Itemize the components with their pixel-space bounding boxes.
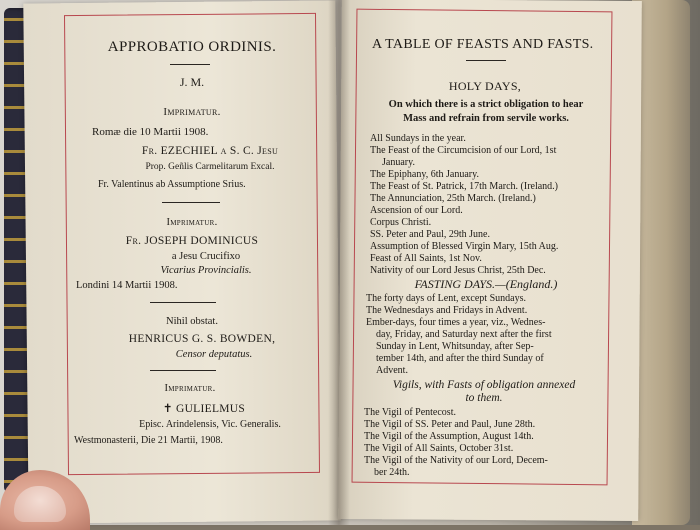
fasting-days-heading: FASTING DAYS.—(England.) xyxy=(414,277,558,291)
list-item: The Vigil of All Saints, October 31st. xyxy=(364,443,514,454)
list-item: January. xyxy=(382,157,415,168)
jesu-crucifixo-line: a Jesu Crucifixo xyxy=(171,251,241,262)
list-item: The Feast of St. Patrick, 17th March. (Ireland.) xyxy=(370,181,559,192)
divider xyxy=(150,302,216,303)
book-gutter xyxy=(328,0,350,525)
jm-heading: J. M. xyxy=(179,75,205,89)
list-item: Ascension of our Lord. xyxy=(370,205,463,216)
henricus-signature: HENRICUS G. S. BOWDEN, xyxy=(128,333,276,345)
list-item: day, Friday, and Saturday next after the first xyxy=(376,329,552,340)
list-item: The Epiphany, 6th January. xyxy=(370,169,479,180)
obligation-line-1: On which there is a strict obligation to hear xyxy=(388,99,584,110)
vigils-heading-line-2: to them. xyxy=(465,392,503,404)
list-item: Advent. xyxy=(376,365,408,376)
londini-date: Londini 14 Martii 1908. xyxy=(76,280,178,291)
list-item: All Sundays in the year. xyxy=(370,133,466,144)
left-page-title: APPROBATIO ORDINIS. xyxy=(107,39,277,55)
vicarius-line: Vicarius Provincialis. xyxy=(160,265,252,276)
censor-line: Censor deputatus. xyxy=(175,349,253,360)
list-item: SS. Peter and Paul, 29th June. xyxy=(370,229,490,240)
imprimatur-3: Imprimatur. xyxy=(164,383,216,394)
valentinus-line: Fr. Valentinus ab Assumptione Srius. xyxy=(98,179,246,190)
vigils-heading-line-1: Vigils, with Fasts of obligation annexed xyxy=(392,379,576,391)
list-item: The Vigil of Pentecost. xyxy=(364,407,456,418)
nihil-obstat: Nihil obstat. xyxy=(166,316,218,327)
list-item: The Feast of the Circumcision of our Lord, 1st xyxy=(370,145,557,156)
prop-line: Prop. Geñlis Carmelitarum Excal. xyxy=(145,162,275,172)
list-item: Ember-days, four times a year, viz., Wednes- xyxy=(366,317,546,328)
list-item: Nativity of our Lord Jesus Christ, 25th Dec. xyxy=(370,265,546,276)
list-item: tember 14th, and after the third Sunday of xyxy=(376,353,544,364)
divider xyxy=(170,64,210,65)
imprimatur-1: Imprimatur. xyxy=(163,106,221,118)
episc-line: Episc. Arindelensis, Vic. Generalis. xyxy=(139,419,281,430)
divider xyxy=(466,60,506,61)
list-item: Sunday in Lent, Whitsunday, after Sep- xyxy=(376,341,534,352)
right-page-title: A TABLE OF FEASTS AND FASTS. xyxy=(372,37,594,52)
imprimatur-2: Imprimatur. xyxy=(166,217,218,228)
westmonasterii-date: Westmonasterii, Die 21 Martii, 1908. xyxy=(74,435,223,446)
divider xyxy=(162,202,220,203)
list-item: Feast of All Saints, 1st Nov. xyxy=(370,253,482,264)
divider xyxy=(150,370,216,371)
list-item: The Wednesdays and Fridays in Advent. xyxy=(366,305,528,316)
list-item: Corpus Christi. xyxy=(370,217,432,228)
obligation-line-2: Mass and refrain from servile works. xyxy=(403,113,569,124)
list-item: The Annunciation, 25th March. (Ireland.) xyxy=(370,193,536,204)
gulielmus-signature: ✝ GULIELMUS xyxy=(162,403,246,415)
ezechiel-signature: Fr. EZECHIEL a S. C. Jesu xyxy=(141,145,279,157)
list-item: The Vigil of the Assumption, August 14th. xyxy=(364,431,534,442)
list-item: The Vigil of SS. Peter and Paul, June 28th. xyxy=(364,419,536,430)
list-item: Assumption of Blessed Virgin Mary, 15th Aug. xyxy=(370,241,559,252)
list-item: The Vigil of the Nativity of our Lord, Decem- xyxy=(364,455,548,466)
holy-days-heading: HOLY DAYS, xyxy=(448,79,522,93)
list-item: The forty days of Lent, except Sundays. xyxy=(366,293,526,304)
joseph-signature: Fr. JOSEPH DOMINICUS xyxy=(125,235,259,247)
romae-date: Romæ die 10 Martii 1908. xyxy=(92,126,209,138)
list-item: ber 24th. xyxy=(374,467,410,478)
